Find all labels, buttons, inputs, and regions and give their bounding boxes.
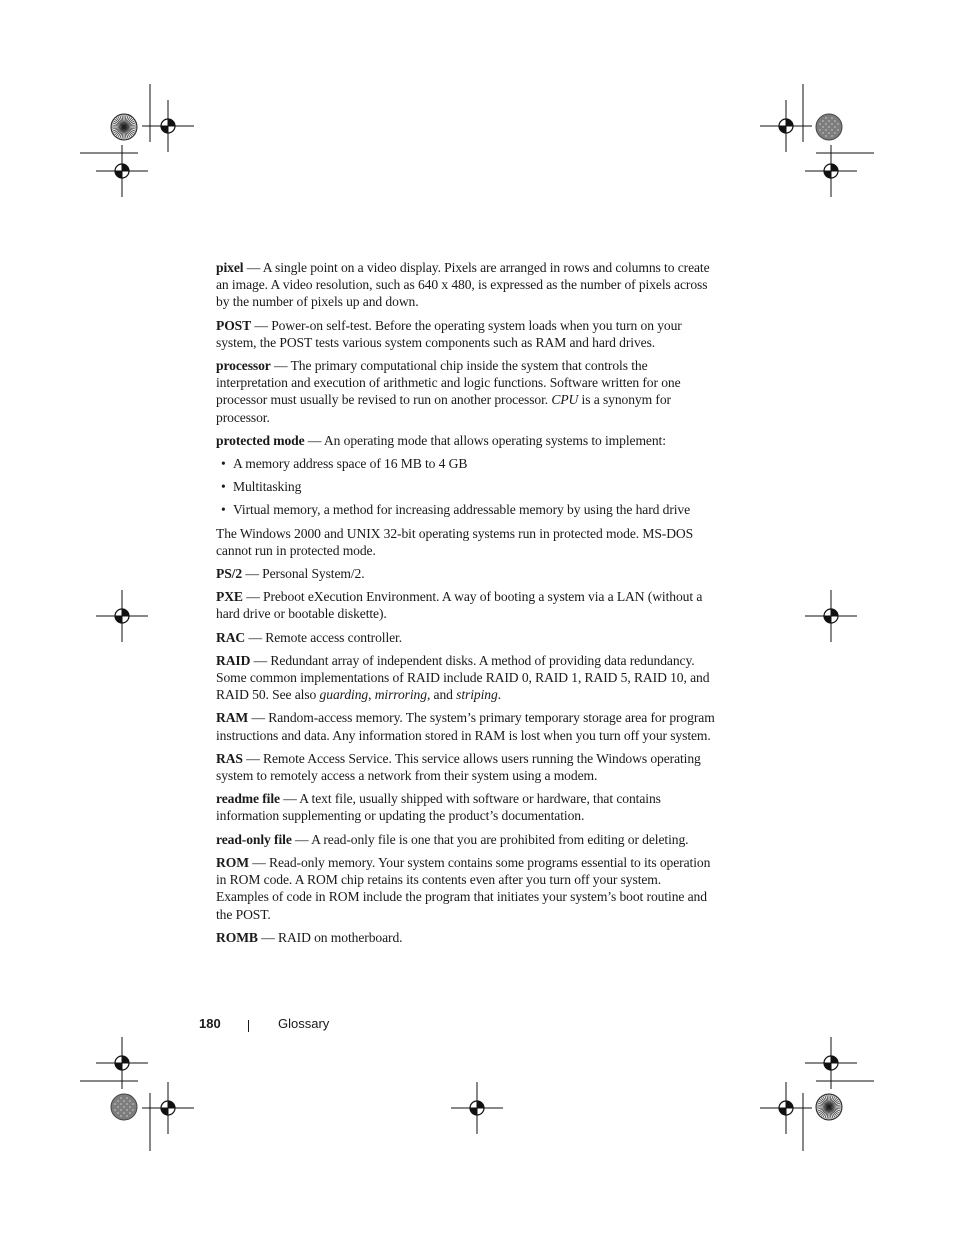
glossary-term: ROMB: [216, 929, 258, 945]
definition-text: — RAID on motherboard.: [257, 929, 403, 945]
glossary-entry: [216, 854, 716, 923]
halftone-disc-icon: [816, 114, 842, 140]
glossary-entry: [216, 588, 716, 622]
glossary-entry: [216, 357, 716, 426]
glossary-term: pixel: [216, 260, 244, 275]
definition-text: — An operating mode that allows operating systems to implement:: [304, 432, 666, 448]
glossary-entry: [216, 629, 716, 646]
page-footer: [0, 1016, 954, 1036]
glossary-entry: [216, 432, 716, 449]
page-number: 180: [199, 1016, 221, 1031]
glossary-entry: [216, 317, 716, 351]
definition-text: — The primary computational chip inside the system that controls the interpretation and execution of arithmetic and logic functions. Software written for one processor must usually be revised to run on another processor.: [216, 358, 681, 408]
definition-text: — Redundant array of independent disks. A method of providing data redundancy. Some common implementations of RAID include RAID 0, RAID 1, RAID 5, RAID 10, and RAID 50. See also: [216, 652, 710, 703]
starburst-icon: [111, 114, 137, 140]
glossary-term: protected mode: [216, 432, 305, 448]
glossary-term: RAID: [216, 652, 251, 668]
glossary-entry: [216, 929, 716, 946]
halftone-disc-icon: [111, 1094, 137, 1120]
definition-text: — Remote Access Service. This service allows users running the Windows operating system to remotely access a network from their system using a modem.: [216, 750, 701, 784]
glossary-entry: [216, 709, 716, 743]
registration-target-icon: [760, 100, 812, 152]
definition-text: is a synonym for processor.: [216, 392, 671, 425]
glossary-entry: [216, 565, 716, 582]
definition-text: — A read-only file is one that you are prohibited from editing or deleting.: [291, 831, 689, 847]
definition-text: — Read-only memory. Your system contains some programs essential to its operation in ROM code. A ROM chip retains its contents even after you turn off your system. Examples of code in ROM include the program that initiates your system’s boot routine and the POST.: [216, 854, 711, 922]
glossary-term: read-only file: [216, 831, 292, 847]
glossary-term: readme file: [216, 791, 280, 807]
bullet-list: [216, 455, 716, 519]
glossary-entry: [216, 790, 716, 824]
registration-target-icon: [96, 590, 148, 642]
definition-text: — Preboot eXecution Environment. A way of booting a system via a LAN (without a hard drive or bootable diskette).: [216, 589, 703, 622]
definition-text: — Remote access controller.: [245, 629, 403, 645]
glossary-term: RAM: [216, 710, 249, 726]
definition-text: — Random-access memory. The system’s primary temporary storage area for program instructions and data. Any information stored in RAM is lost when you turn off your system.: [216, 710, 715, 743]
glossary-term: PS/2: [216, 566, 243, 582]
bullet-item: • Virtual memory, a method for increasing addressable memory by using the hard drive: [216, 501, 716, 518]
definition-text: , and: [426, 687, 457, 703]
glossary-term: processor: [216, 358, 271, 374]
italic-term: mirroring: [374, 687, 427, 703]
italic-term: guarding: [319, 687, 369, 703]
starburst-icon: [816, 1094, 842, 1120]
glossary-term: POST: [216, 317, 252, 333]
bullet-item: • A memory address space of 16 MB to 4 GB: [216, 455, 716, 472]
definition-text: ,: [368, 687, 375, 703]
definition-text: — Power-on self-test. Before the operating system loads when you turn on your system, the POST tests various system components such as RAM and hard drives.: [216, 317, 682, 350]
glossary-entry: [216, 652, 716, 704]
definition-text: — Personal System/2.: [242, 566, 365, 582]
glossary-term: ROM: [216, 854, 249, 870]
glossary-entry: [216, 831, 716, 848]
definition-text: — A single point on a video display. Pixels are arranged in rows and columns to create an image. A video resolution, such as 640 x 480, is expressed as the number of pixels across by the number of pixels up and down.: [216, 260, 710, 310]
registration-target-icon: [805, 590, 857, 642]
glossary-content: [216, 259, 716, 952]
glossary-entry: [216, 750, 716, 784]
glossary-entry: [216, 259, 716, 311]
registration-target-icon: [451, 1082, 503, 1134]
glossary-term: RAC: [216, 629, 246, 645]
registration-target-icon: [760, 1082, 812, 1134]
bullet-item: • Multitasking: [216, 478, 716, 495]
paragraph: The Windows 2000 and UNIX 32-bit operating systems run in protected mode. MS-DOS cannot run in protected mode.: [216, 525, 694, 558]
italic-term: striping: [456, 687, 498, 703]
footer-separator: [248, 1020, 249, 1032]
glossary-term: RAS: [216, 750, 243, 766]
definition-text: .: [497, 687, 501, 703]
italic-term: CPU: [551, 392, 579, 408]
definition-text: — A text file, usually shipped with software or hardware, that contains information supplementing or updating the product’s documentation.: [216, 791, 661, 824]
glossary-term: PXE: [216, 589, 243, 605]
section-title: Glossary: [278, 1016, 330, 1031]
